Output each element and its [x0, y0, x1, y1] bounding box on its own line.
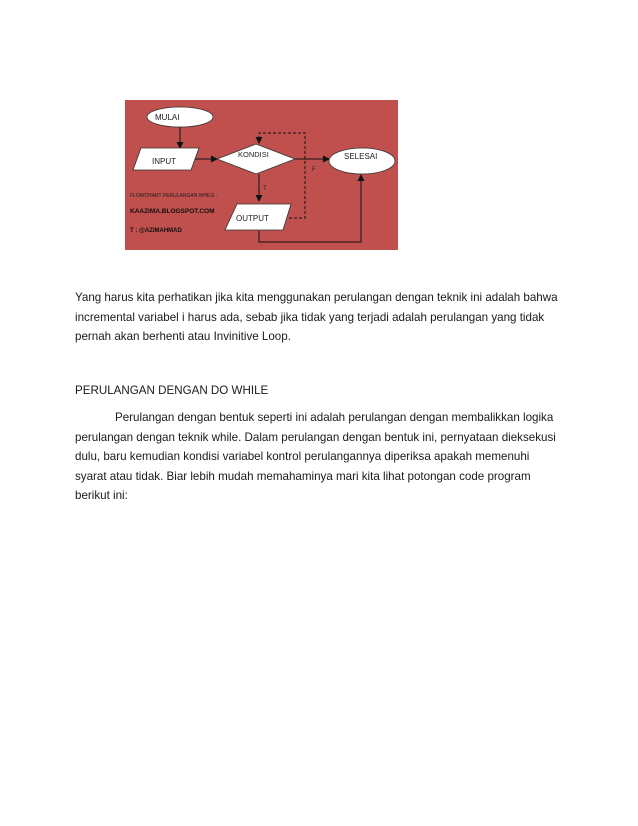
output-label: OUTPUT	[236, 214, 269, 223]
paragraph-do-while: Perulangan dengan bentuk seperti ini adalah perulangan dengan membalikkan logika perulangan dengan teknik while. Dalam perulangan dengan bentuk ini, pernyataan dieksekusi dulu, baru kemudian kondisi variabel kontrol perulangannya diperiksa apakah memenuhi syarat atau tidak. Biar lebih mudah memahaminya mari kita lihat potongan code program berikut ini:	[75, 411, 556, 502]
flowchart-caption: FLOWCHART PERULANGAN WHILE :	[130, 193, 218, 199]
flowchart-diagram	[125, 100, 398, 250]
flowchart-figure	[125, 100, 398, 250]
section-heading: PERULANGAN DENGAN DO WHILE	[75, 384, 269, 397]
true-edge-label: T	[263, 186, 267, 192]
end-label: SELESAI	[344, 152, 378, 161]
input-label: INPUT	[152, 157, 176, 166]
paragraph-infinite-loop: Yang harus kita perhatikan jika kita menggunakan perulangan dengan teknik ini adalah bahwa incremental variabel i harus ada, sebab jika tidak yang terjadi adalah perulangan yang tidak pernah akan berhenti atau Invinitive Loop.	[75, 291, 558, 343]
blog-credit: KAAZIMA.BLOGSPOT.COM	[130, 208, 215, 215]
condition-label: KONDISI	[238, 150, 269, 159]
false-edge-label: F	[312, 167, 316, 173]
twitter-credit: T : @AZIMAHMAD	[130, 228, 182, 234]
start-label: MULAI	[155, 113, 180, 122]
